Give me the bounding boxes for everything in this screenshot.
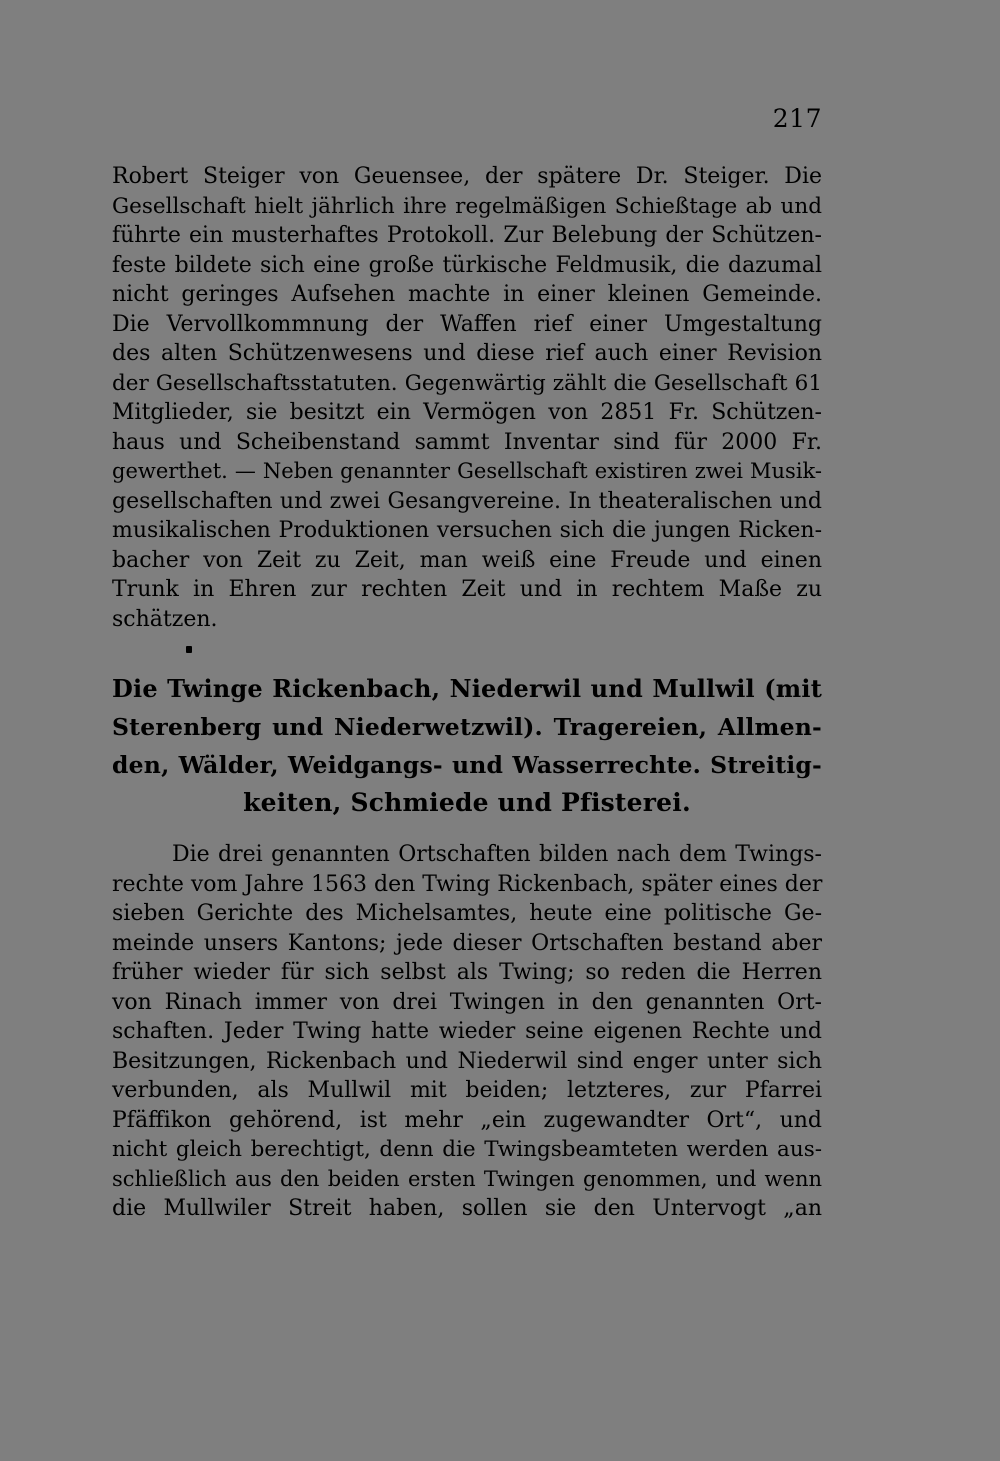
text-line: schätzen. [112,606,218,632]
paragraph-2 [112,840,822,1224]
ink-dot [186,646,192,653]
text-line: die Mullwiler Streit haben, sollen sie den Untervogt „an [112,1196,822,1221]
text-line: Besitzungen, Rickenbach und Niederwil sind enger unter sich [112,1048,822,1074]
text-line: Robert Steiger von Geuensee, der spätere Dr. Steiger. Die [112,164,822,189]
text-line: Trunk in Ehren zur rechten Zeit und in rechtem Maße zu [112,577,822,602]
paragraph-1 [112,162,822,634]
text-line: des alten Schützenwesens und diese rief auch einer Revision [112,341,822,366]
text-line: schließlich aus den beiden ersten Twingen genommen, und wenn [112,1166,822,1191]
text-line: früher wieder für sich selbst als Twing; so reden die Herren [112,960,822,985]
heading-line: Die Twinge Rickenbach, Niederwil und Mullwil (mit [112,674,822,703]
text-line: Pfäffikon gehörend, ist mehr „ein zugewandter Ort“, und [112,1107,822,1133]
text-line: schaften. Jeder Twing hatte wieder seine eigenen Rechte und [112,1019,822,1044]
page-number: 217 [772,104,822,133]
text-line: Mitglieder, sie besitzt ein Vermögen von 2851 Fr. Schützen- [112,400,822,425]
text-line: bacher von Zeit zu Zeit, man weiß eine Freude und einen [112,547,822,573]
text-line: Gesellschaft hielt jährlich ihre regelmäßigen Schießtage ab und [112,193,822,219]
text-line: musikalischen Produktionen versuchen sich die jungen Ricken- [112,518,822,543]
text-line: sieben Gerichte des Michelsamtes, heute eine politische Ge- [112,901,822,926]
text-line: nicht gleich berechtigt, denn die Twingsbeamteten werden aus- [112,1137,822,1162]
text-line: haus und Scheibenstand sammt Inventar sind für 2000 Fr. [112,429,822,455]
text-line: meinde unsers Kantons; jede dieser Ortschaften bestand aber [112,930,822,956]
text-line: Die Vervollkommnung der Waffen rief einer Umgestaltung [112,311,822,337]
section-heading [112,670,822,822]
text-line: rechte vom Jahre 1563 den Twing Rickenbach, später eines der [112,871,823,897]
heading-line: den, Wälder, Weidgangs- und Wasserrechte. Streitig- [112,751,822,779]
text-line: führte ein musterhaftes Protokoll. Zur Belebung der Schützen- [112,223,822,248]
heading-line: Sterenberg und Niederwetzwil). Tragereien, Allmen- [112,713,822,741]
text-line: nicht geringes Aufsehen machte in einer kleinen Gemeinde. [112,282,822,307]
text-line: Die drei genannten Ortschaften bilden nach dem Twings- [172,842,822,867]
text-line: verbunden, als Mullwil mit beiden; letzteres, zur Pfarrei [112,1078,822,1103]
text-line: der Gesellschaftsstatuten. Gegenwärtig zählt die Gesellschaft 61 [112,370,822,396]
text-line: gewerthet. — Neben genannter Gesellschaft existiren zwei Musik- [112,459,822,483]
text-line: von Rinach immer von drei Twingen in den genannten Ort- [112,989,822,1015]
heading-line: keiten, Schmiede und Pfisterei. [243,788,691,817]
text-line: feste bildete sich eine große türkische Feldmusik, die dazumal [112,252,822,278]
text-line: gesellschaften und zwei Gesangvereine. In theateralischen und [112,488,822,514]
